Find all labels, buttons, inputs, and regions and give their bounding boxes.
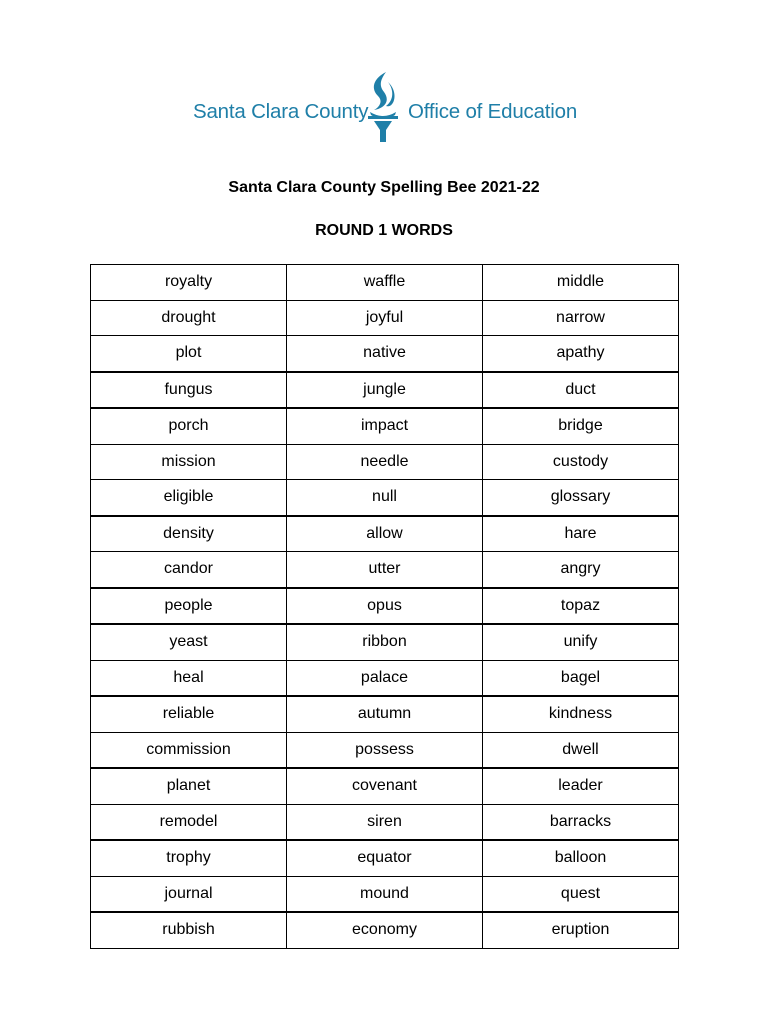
- word-cell: autumn: [287, 696, 483, 732]
- word-cell: drought: [91, 300, 287, 336]
- table-row: [91, 768, 679, 804]
- table-row: [91, 552, 679, 588]
- word-cell: hare: [483, 516, 679, 552]
- word-cell: bagel: [483, 660, 679, 696]
- word-cell: needle: [287, 444, 483, 480]
- word-cell: joyful: [287, 300, 483, 336]
- word-cell: palace: [287, 660, 483, 696]
- word-cell: native: [287, 336, 483, 372]
- word-cell: plot: [91, 336, 287, 372]
- word-cell: unify: [483, 624, 679, 660]
- word-cell: opus: [287, 588, 483, 625]
- word-cell: candor: [91, 552, 287, 588]
- word-cell: remodel: [91, 804, 287, 840]
- word-cell: topaz: [483, 588, 679, 625]
- word-cell: apathy: [483, 336, 679, 372]
- word-cell: journal: [91, 876, 287, 912]
- word-cell: balloon: [483, 840, 679, 876]
- word-cell: planet: [91, 768, 287, 804]
- word-cell: eruption: [483, 912, 679, 948]
- round-title: ROUND 1 WORDS: [315, 222, 453, 239]
- word-cell: ribbon: [287, 624, 483, 660]
- word-cell: reliable: [91, 696, 287, 732]
- table-row: [91, 660, 679, 696]
- word-cell: narrow: [483, 300, 679, 336]
- word-cell: economy: [287, 912, 483, 948]
- word-cell: possess: [287, 732, 483, 768]
- document-title: Santa Clara County Spelling Bee 2021-22: [228, 179, 540, 196]
- table-row: [91, 732, 679, 768]
- logo-text-left: Santa Clara County: [193, 100, 369, 123]
- table-row: [91, 804, 679, 840]
- table-row: [91, 840, 679, 876]
- word-cell: mission: [91, 444, 287, 480]
- word-cell: fungus: [91, 372, 287, 409]
- word-cell: waffle: [287, 265, 483, 301]
- word-cell: duct: [483, 372, 679, 409]
- word-cell: custody: [483, 444, 679, 480]
- table-row: [91, 372, 679, 409]
- word-cell: barracks: [483, 804, 679, 840]
- table-row: [91, 408, 679, 444]
- word-cell: glossary: [483, 480, 679, 516]
- table-row: [91, 265, 679, 301]
- table-row: [91, 336, 679, 372]
- word-cell: leader: [483, 768, 679, 804]
- word-cell: people: [91, 588, 287, 625]
- table-row: [91, 876, 679, 912]
- word-cell: mound: [287, 876, 483, 912]
- word-cell: angry: [483, 552, 679, 588]
- table-row: [91, 480, 679, 516]
- word-cell: allow: [287, 516, 483, 552]
- word-cell: covenant: [287, 768, 483, 804]
- table-row: [91, 588, 679, 625]
- table-row: [91, 516, 679, 552]
- word-cell: trophy: [91, 840, 287, 876]
- word-cell: royalty: [91, 265, 287, 301]
- table-row: [91, 912, 679, 948]
- table-row: [91, 300, 679, 336]
- torch-flame-icon: [364, 70, 402, 144]
- word-cell: yeast: [91, 624, 287, 660]
- word-cell: middle: [483, 265, 679, 301]
- word-cell: null: [287, 480, 483, 516]
- table-row: [91, 444, 679, 480]
- logo-text-right: Office of Education: [408, 100, 578, 123]
- word-cell: density: [91, 516, 287, 552]
- table-row: [91, 624, 679, 660]
- word-cell: impact: [287, 408, 483, 444]
- word-cell: quest: [483, 876, 679, 912]
- word-table: [90, 264, 679, 949]
- word-cell: dwell: [483, 732, 679, 768]
- word-cell: kindness: [483, 696, 679, 732]
- word-cell: commission: [91, 732, 287, 768]
- word-cell: rubbish: [91, 912, 287, 948]
- table-row: [91, 696, 679, 732]
- word-cell: porch: [91, 408, 287, 444]
- word-cell: equator: [287, 840, 483, 876]
- word-cell: eligible: [91, 480, 287, 516]
- word-cell: bridge: [483, 408, 679, 444]
- word-cell: heal: [91, 660, 287, 696]
- word-cell: jungle: [287, 372, 483, 409]
- word-cell: siren: [287, 804, 483, 840]
- word-cell: utter: [287, 552, 483, 588]
